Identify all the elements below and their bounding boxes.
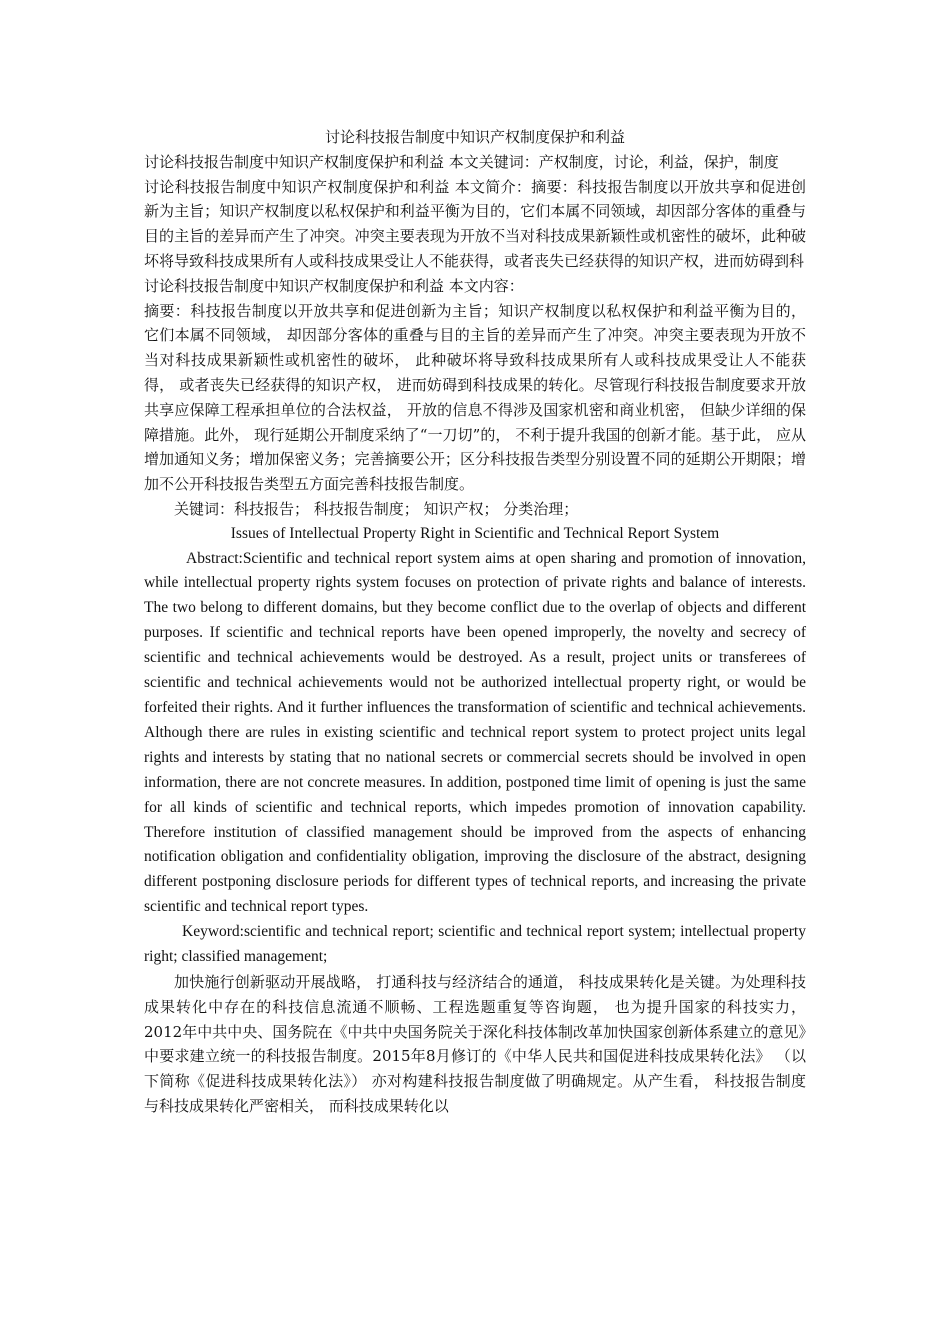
english-abstract: Abstract:Scientific and technical report system aims at open sharing and promotion of innovation, while intellectual property rights system focuses on protection of private rights and balance of interests. The two belong to different domains, but they become conflict due to the overlap of objects and different purposes. If scientific and technical reports have been opened improperly, the novelty and secrecy of scientific and technical achievements would be destroyed. As a result, project units or transferees of scientific and technical achievements would not be authorized intellectual property right, or would be forfeited their rights. And it further influences the transformation of scientific and technical achievements. Although there are rules in existing scientific and technical report system to protect project units legal rights and interests by stating that no national secrets or commercial secrets should be involved in open information, there are not concrete measures. In addition, postponed time limit of opening is just the same for all kinds of scientific and technical reports, which impedes promotion of innovation capability. Therefore institution of classified management should be improved from the aspects of enhancing notification obligation and confidentiality obligation, improving the disclosure of the abstract, designing different postponing disclosure periods for different types of technical reports, and increasing the private scientific and technical report types.	[144, 549, 806, 916]
body-paragraph: 加快施行创新驱动开展战略， 打通科技与经济结合的通道， 科技成果转化是关键。为处理科技成果转化中存在的科技信息流通不顺畅、工程选题重复等咨询题， 也为提升国家的科技实力， 2012年中共中央、国务院在《中共中央国务院关于深化科技体制改革加快国家创新体系建立的意见》中要求建立统一的科技报告制度。2015年8月修订的《中华人民共和国促进科技成果转化法》 （以下简称《促进科技成果转化法》） 亦对构建科技报告制度做了明确规定。从产生看， 科技报告制度与科技成果转化严密相关， 而科技成果转化以	[144, 972, 806, 1115]
english-keywords: Keyword:scientific and technical report; scientific and technical report system; intellectual property right; classified management;	[144, 923, 806, 966]
document-page	[144, 125, 806, 1119]
chinese-abstract: 摘要：科技报告制度以开放共享和促进创新为主旨；知识产权制度以私权保护和利益平衡为目的， 它们本属不同领域， 却因部分客体的重叠与目的主旨的差异而产生了冲突。冲突主要表现为开放不当对科技成果新颖性或机密性的破坏， 此种破坏将导致科技成果所有人或科技成果受让人不能获得， 或者丧失已经获得的知识产权， 进而妨碍到科技成果的转化。尽管现行科技报告制度要求开放共享应保障工程承担单位的合法权益， 开放的信息不得涉及国家机密和商业机密， 但缺少详细的保障措施。此外， 现行延期公开制度采纳了“一刀切”的， 不利于提升我国的创新才能。基于此， 应从增加通知义务；增加保密义务；完善摘要公开；区分科技报告类型分别设置不同的延期公开期限；增加不公开科技报告类型五方面完善科技报告制度。	[144, 301, 806, 494]
content-heading: 讨论科技报告制度中知识产权制度保护和利益 本文内容：	[144, 276, 524, 295]
chinese-keywords: 关键词：科技报告； 科技报告制度； 知识产权； 分类治理；	[174, 499, 579, 518]
summary-paragraph: 讨论科技报告制度中知识产权制度保护和利益 本文简介：摘要：科技报告制度以开放共享和促进创新为主旨；知识产权制度以私权保护和利益平衡为目的，它们本属不同领域，却因部分客体的重叠与目的主旨的差异而产生了冲突。冲突主要表现为开放不当对科技成果新颖性或机密性的破坏，此种破坏将导致科技成果所有人或科技成果受让人不能获得，或者丧失已经获得的知识产权，进而妨碍到科	[144, 177, 806, 270]
keywords-line: 讨论科技报告制度中知识产权制度保护和利益 本文关键词：产权制度，讨论，利益，保护，制度	[144, 152, 779, 171]
document-title: 讨论科技报告制度中知识产权制度保护和利益	[324, 128, 625, 146]
english-title: Issues of Intellectual Property Right in Scientific and Technical Report System	[230, 524, 720, 542]
